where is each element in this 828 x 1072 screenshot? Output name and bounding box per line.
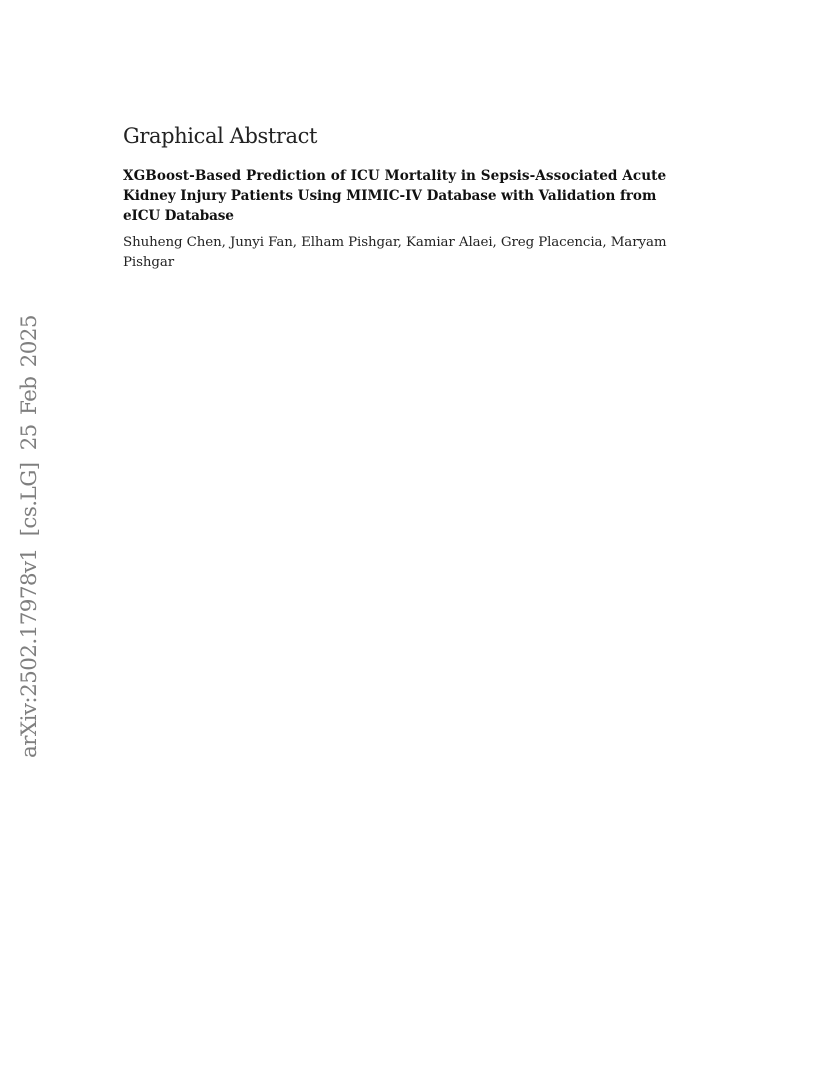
paper-title-line: XGBoost-Based Prediction of ICU Mortality in Sepsis-Associated Acute — [123, 168, 667, 184]
arxiv-date: 25 Feb 2025 — [17, 315, 42, 451]
paper-title-line: Kidney Injury Patients Using MIMIC-IV Database with Validation from — [123, 188, 657, 204]
author-line: Pishgar — [123, 255, 175, 270]
section-heading: Graphical Abstract — [123, 124, 318, 148]
arxiv-identifier-stamp — [19, 315, 41, 758]
author-list — [123, 233, 705, 273]
paper-title-line: eICU Database — [123, 208, 234, 224]
author-line: Shuheng Chen, Junyi Fan, Elham Pishgar, Kamiar Alaei, Greg Placencia, Maryam — [123, 235, 667, 250]
arxiv-category: [cs.LG] — [17, 462, 42, 537]
arxiv-id: arXiv:2502.17978v1 — [17, 548, 42, 758]
paper-title — [123, 166, 705, 226]
